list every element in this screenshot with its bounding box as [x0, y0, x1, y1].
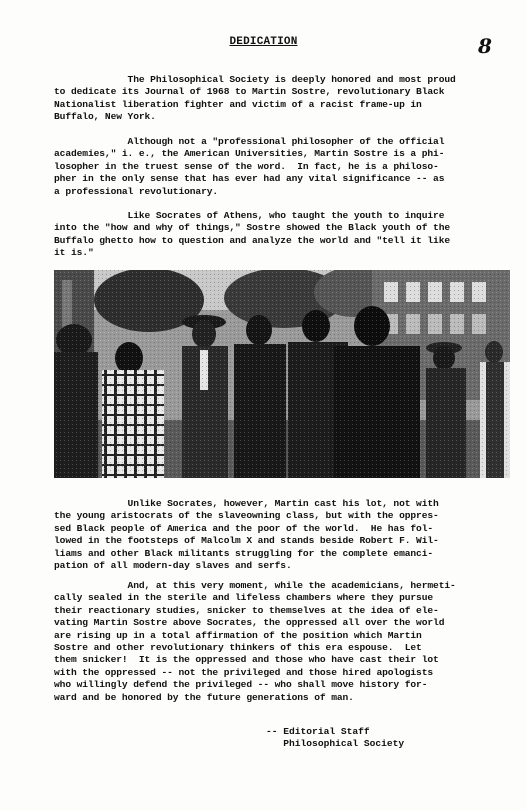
page-number: 8 [478, 34, 492, 58]
paragraph-line: them snicker! It is the oppressed and those who have cast their lot [54, 654, 439, 666]
paragraph-line: lowed in the footsteps of Malcolm X and stands beside Robert F. Wil- [54, 535, 439, 547]
paragraph-line: sed Black people of America and the poor of the world. He has fol- [54, 522, 434, 534]
paragraph-4 [54, 498, 524, 572]
paragraph-line: Sostre and other revolutionary thinkers of this era espouse. Let [54, 642, 422, 654]
paragraph-line: to dedicate its Journal of 1968 to Martin Sostre, revolutionary Black [54, 86, 445, 98]
paragraph-line: liams and other Black militants struggling for the complete emanci- [54, 547, 434, 559]
signature-block [266, 726, 404, 751]
paragraph-line: pher in the only sense that has ever had any vital significance -- as [54, 173, 445, 185]
paragraph-line: vating Martin Sostre above Socrates, the oppressed all over the world [54, 617, 445, 629]
paragraph-line: Buffalo, New York. [54, 111, 156, 123]
paragraph-line: the young aristocrats of the slaveowning class, but with the oppres- [54, 510, 439, 522]
paragraph-line: their reactionary studies, snicker to themselves at the idea of ele- [54, 604, 439, 616]
paragraph-line: pation of all modern-day slaves and serfs. [54, 560, 292, 572]
paragraph-line: it is." [54, 247, 94, 259]
paragraph-line: with the oppressed -- not the privileged and those hired apologists [54, 666, 434, 678]
paragraph-line: Buffalo ghetto how to question and analyze the world and "tell it like [54, 234, 451, 246]
paragraph-line: a professional revolutionary. [54, 185, 219, 197]
paragraph-3 [54, 210, 524, 260]
paragraph-line: who willingly defend the privileged -- who shall move history for- [54, 679, 428, 691]
street-crowd-photo [54, 270, 510, 478]
paragraph-line: cally sealed in the sterile and lifeless chambers where they pursue [54, 592, 434, 604]
paragraph-line: And, at this very moment, while the academicians, hermeti- [54, 580, 456, 591]
paragraph-5 [54, 580, 524, 704]
paragraph-line: Although not a "professional philosopher of the official [54, 136, 445, 147]
signature-line-editorial: -- Editorial Staff [266, 726, 370, 737]
paragraph-line: The Philosophical Society is deeply honored and most proud [54, 74, 456, 85]
paragraph-line: are rising up in a total affirmation of the position which Martin [54, 629, 422, 641]
paragraph-line: Nationalist liberation fighter and victim of a racist frame-up in [54, 98, 422, 110]
signature-line-society: Philosophical Society [266, 738, 405, 750]
photo-illustration [54, 270, 510, 478]
paragraph-2 [54, 136, 524, 198]
page-heading: DEDICATION [229, 36, 298, 48]
paragraph-line: Like Socrates of Athens, who taught the youth to inquire [54, 210, 445, 221]
paragraph-line: ward and be honored by the future generations of man. [54, 691, 354, 703]
paragraph-line: Unlike Socrates, however, Martin cast his lot, not with [54, 498, 439, 509]
paragraph-1 [54, 74, 524, 124]
paragraph-line: losopher in the truest sense of the word. In fact, he is a philoso- [54, 160, 439, 172]
paragraph-line: academies," i. e., the American Universities, Martin Sostre is a phi- [54, 148, 445, 160]
paragraph-line: into the "how and why of things," Sostre showed the Black youth of the [54, 222, 451, 234]
